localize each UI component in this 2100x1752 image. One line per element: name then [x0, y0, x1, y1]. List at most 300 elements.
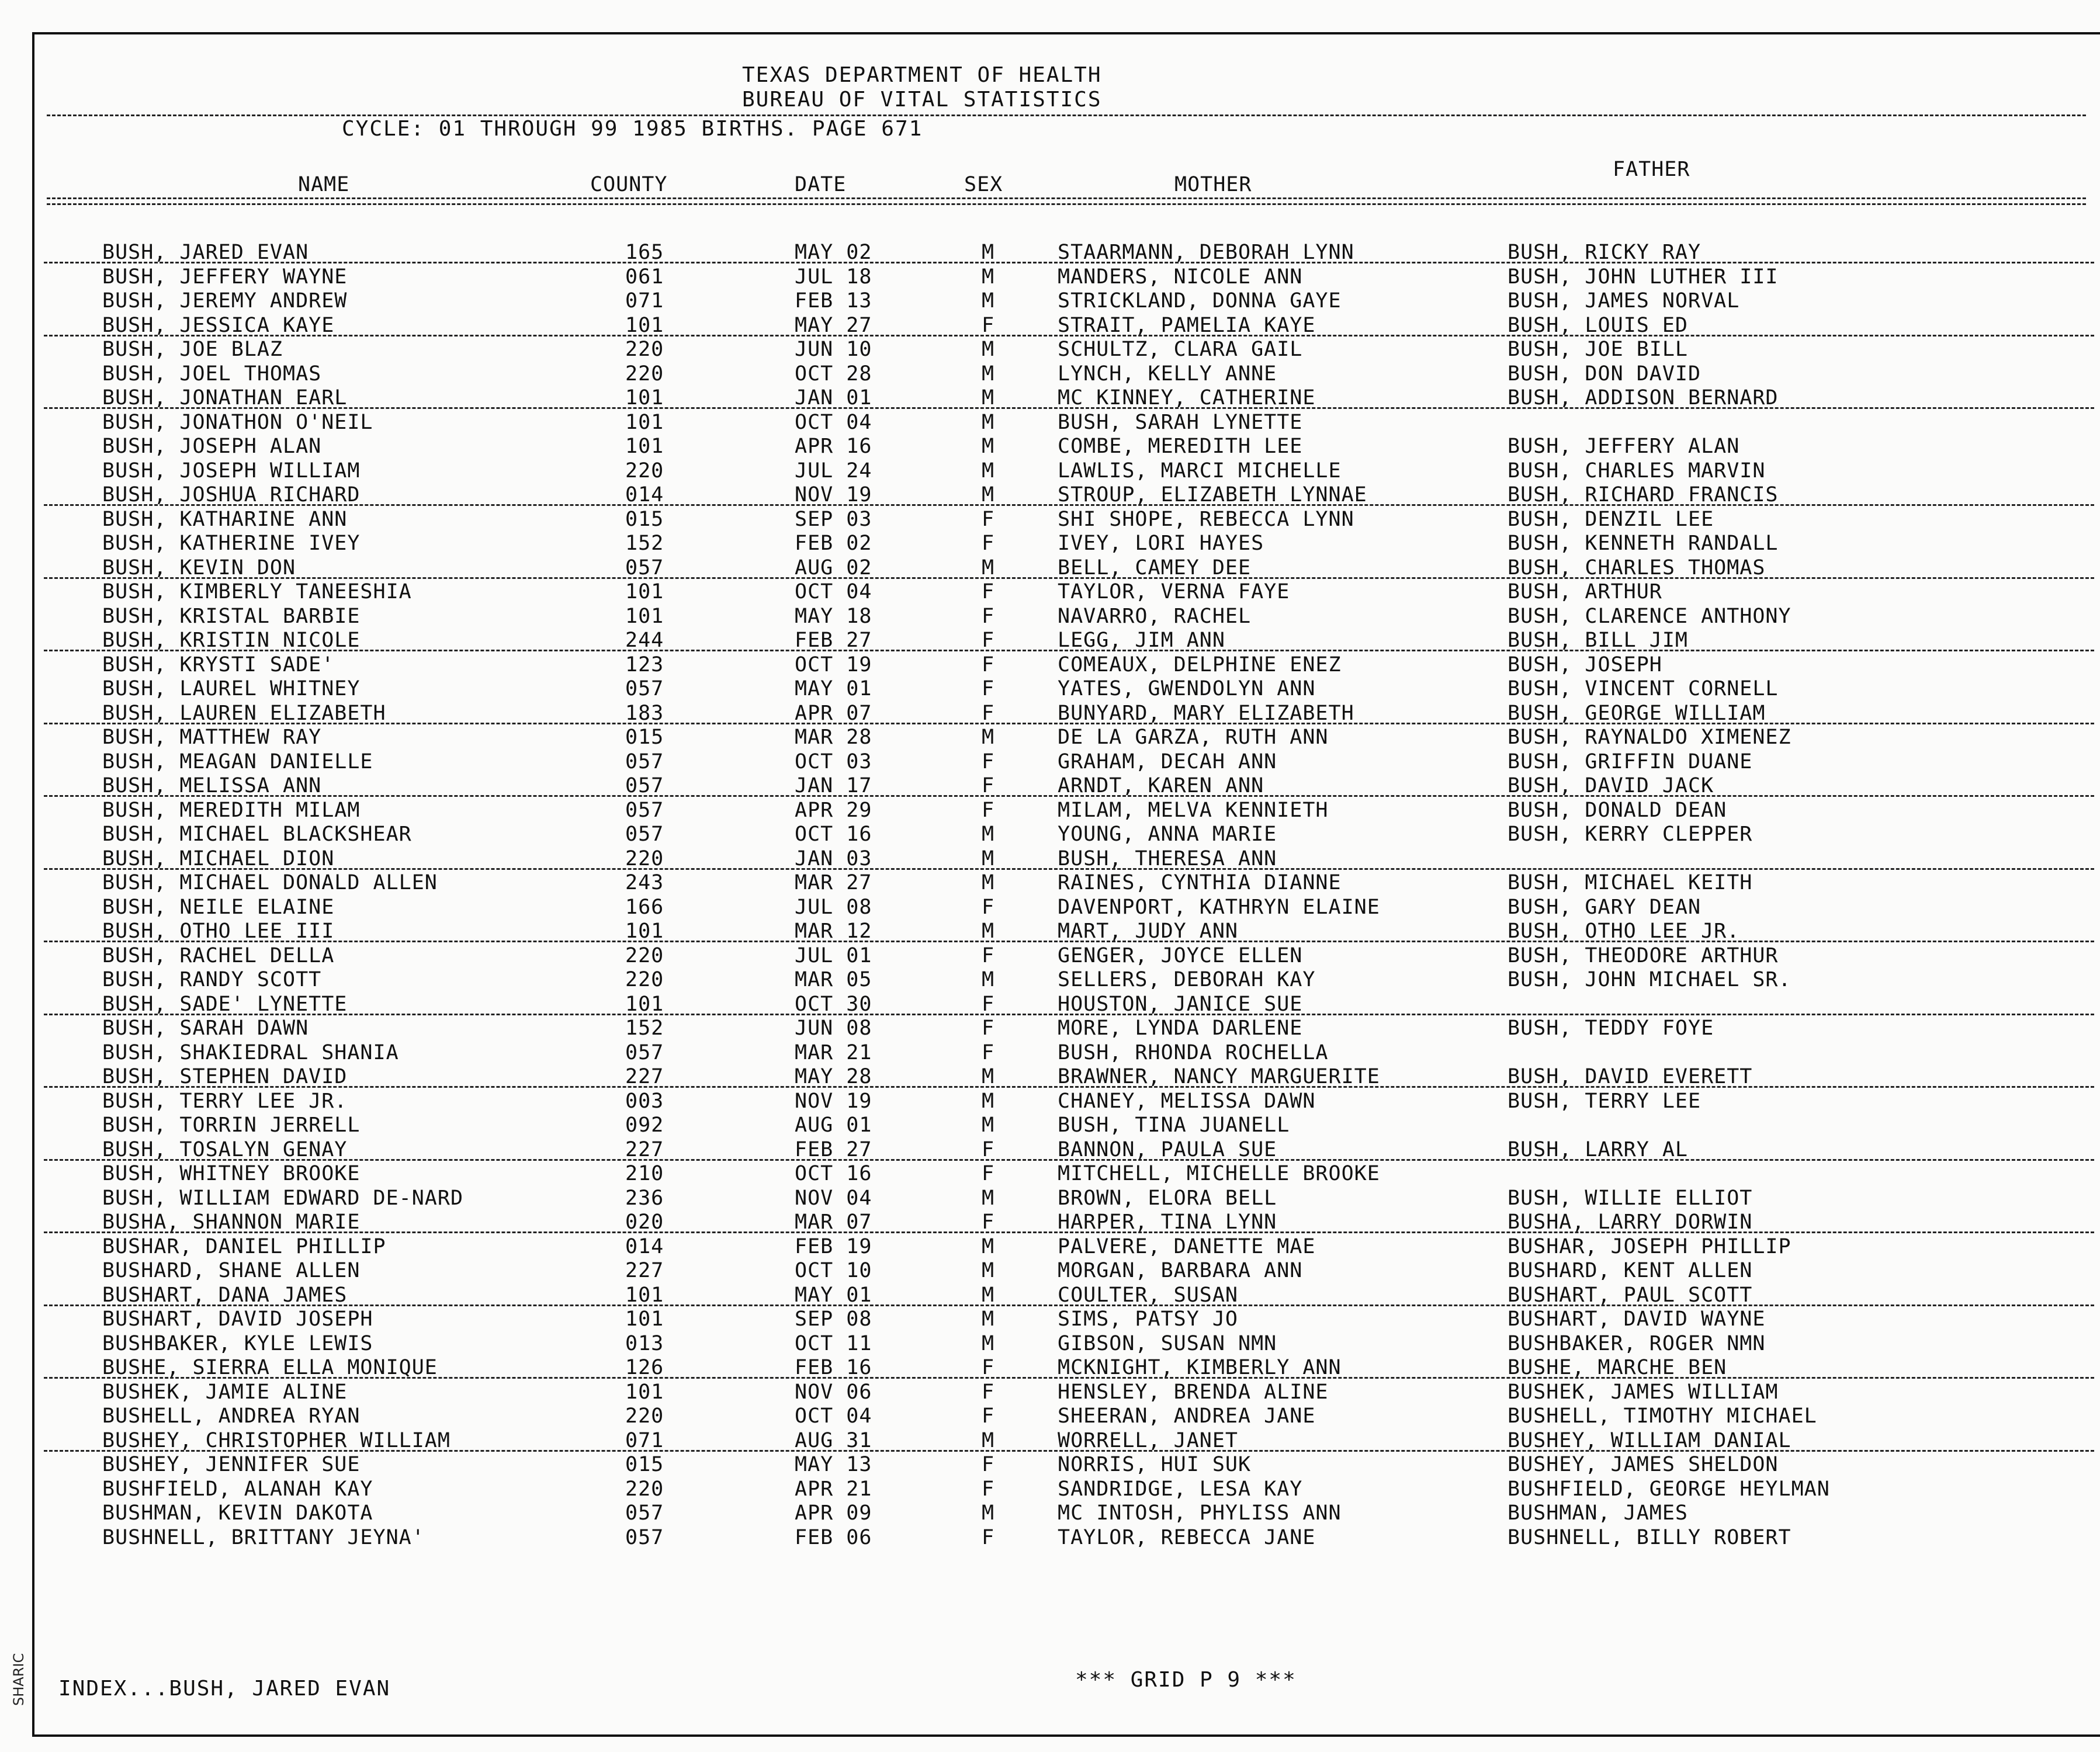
cell-mother: LYNCH, KELLY ANNE: [1058, 362, 1277, 386]
cell-sex: M: [982, 871, 995, 894]
cell-sex: F: [982, 532, 995, 555]
cell-date: JUL 01: [795, 943, 872, 967]
cell-county: 165: [625, 241, 664, 264]
cell-date: NOV 06: [795, 1380, 872, 1404]
table-row: [0, 1501, 2100, 1526]
table-row: [0, 435, 2100, 459]
cell-sex: M: [982, 846, 995, 870]
cell-mother: GRAHAM, DECAH ANN: [1058, 750, 1277, 773]
birth-records-table: [0, 241, 2100, 1550]
table-row: [0, 629, 2100, 653]
cell-father: BUSH, BILL JIM: [1508, 629, 1689, 652]
table-row: [0, 556, 2100, 581]
cell-name: BUSH, STEPHEN DAVID: [102, 1065, 348, 1088]
cell-date: OCT 19: [795, 653, 872, 676]
table-row: [0, 1307, 2100, 1332]
table-row: [0, 580, 2100, 605]
table-row: [0, 1380, 2100, 1405]
table-row: [0, 1210, 2100, 1235]
table-row: [0, 1016, 2100, 1041]
cell-county: 243: [625, 871, 664, 894]
table-row: [0, 1235, 2100, 1260]
cell-sex: M: [982, 968, 995, 991]
cell-name: BUSHEK, JAMIE ALINE: [102, 1380, 348, 1404]
cell-father: BUSH, VINCENT CORNELL: [1508, 677, 1779, 700]
cell-name: BUSH, KIMBERLY TANEESHIA: [102, 580, 412, 603]
cell-father: BUSHAR, JOSEPH PHILLIP: [1508, 1234, 1791, 1258]
cell-date: OCT 10: [795, 1259, 872, 1282]
cell-father: BUSHEY, JAMES SHELDON: [1508, 1453, 1779, 1476]
cell-date: OCT 11: [795, 1331, 872, 1355]
cell-mother: MC INTOSH, PHYLISS ANN: [1058, 1501, 1342, 1525]
cell-sex: F: [982, 1162, 995, 1185]
table-row: [0, 1429, 2100, 1453]
cell-date: OCT 04: [795, 580, 872, 603]
cell-father: BUSH, DAVID EVERETT: [1508, 1065, 1753, 1088]
cell-date: MAR 07: [795, 1210, 872, 1234]
cell-name: BUSH, MICHAEL DONALD ALLEN: [102, 871, 438, 894]
cell-name: BUSH, JOSEPH ALAN: [102, 435, 322, 458]
cell-sex: F: [982, 580, 995, 603]
cell-name: BUSH, MEAGAN DANIELLE: [102, 750, 373, 773]
cell-mother: COULTER, SUSAN: [1058, 1283, 1239, 1307]
cell-sex: M: [982, 1307, 995, 1331]
cell-date: MAY 01: [795, 1283, 872, 1307]
cell-county: 101: [625, 386, 664, 410]
table-row: [0, 702, 2100, 726]
cell-name: BUSH, SARAH DAWN: [102, 1016, 309, 1040]
cell-date: FEB 02: [795, 532, 872, 555]
cell-county: 152: [625, 1016, 664, 1040]
cell-mother: SCHULTZ, CLARA GAIL: [1058, 338, 1303, 361]
cell-date: MAR 28: [795, 726, 872, 749]
cell-mother: BRAWNER, NANCY MARGUERITE: [1058, 1065, 1380, 1088]
cell-sex: F: [982, 507, 995, 531]
cell-father: BUSH, JAMES NORVAL: [1508, 289, 1740, 313]
cell-name: BUSH, WILLIAM EDWARD DE-NARD: [102, 1186, 464, 1210]
cell-county: 071: [625, 289, 664, 313]
table-row: [0, 1259, 2100, 1283]
cell-date: MAY 28: [795, 1065, 872, 1088]
cell-date: MAY 13: [795, 1453, 872, 1476]
cell-mother: MANDERS, NICOLE ANN: [1058, 265, 1303, 289]
cell-father: BUSH, ADDISON BERNARD: [1508, 386, 1779, 410]
cell-county: 101: [625, 435, 664, 458]
table-row: [0, 362, 2100, 387]
cell-father: BUSH, CHARLES THOMAS: [1508, 556, 1766, 580]
cell-county: 220: [625, 1477, 664, 1501]
cell-county: 013: [625, 1331, 664, 1355]
table-row: [0, 265, 2100, 290]
cell-father: BUSH, CHARLES MARVIN: [1508, 459, 1766, 483]
cell-sex: M: [982, 920, 995, 943]
table-row: [0, 483, 2100, 508]
index-footer: INDEX...BUSH, JARED EVAN: [58, 1677, 391, 1701]
cell-sex: M: [982, 1234, 995, 1258]
cell-mother: MC KINNEY, CATHERINE: [1058, 386, 1316, 410]
cell-mother: PALVERE, DANETTE MAE: [1058, 1234, 1316, 1258]
cell-sex: M: [982, 726, 995, 749]
cell-father: BUSH, LARRY AL: [1508, 1137, 1689, 1161]
cell-mother: STAARMANN, DEBORAH LYNN: [1058, 241, 1354, 264]
cell-sex: F: [982, 1016, 995, 1040]
table-row: [0, 1477, 2100, 1502]
cell-sex: F: [982, 313, 995, 337]
cell-name: BUSH, MEREDITH MILAM: [102, 798, 361, 822]
table-row: [0, 896, 2100, 920]
cell-father: BUSH, JOSEPH: [1508, 653, 1662, 676]
cell-name: BUSHNELL, BRITTANY JEYNA': [102, 1525, 425, 1549]
cell-sex: F: [982, 750, 995, 773]
cell-name: BUSHELL, ANDREA RYAN: [102, 1404, 361, 1428]
table-row: [0, 1090, 2100, 1114]
cell-date: OCT 03: [795, 750, 872, 773]
table-row: [0, 1162, 2100, 1186]
cell-name: BUSH, KRISTAL BARBIE: [102, 604, 361, 628]
cell-county: 003: [625, 1089, 664, 1113]
cell-mother: STRICKLAND, DONNA GAYE: [1058, 289, 1342, 313]
cell-mother: STRAIT, PAMELIA KAYE: [1058, 313, 1316, 337]
cell-sex: M: [982, 1283, 995, 1307]
column-header-rule: [47, 197, 2086, 199]
cell-date: JUL 24: [795, 459, 872, 483]
grid-footer: *** GRID P 9 ***: [1075, 1668, 1297, 1692]
cell-county: 101: [625, 410, 664, 434]
cell-father: BUSH, DAVID JACK: [1508, 774, 1714, 797]
cell-sex: F: [982, 1040, 995, 1064]
cell-mother: LAWLIS, MARCI MICHELLE: [1058, 459, 1342, 483]
cell-father: BUSH, DON DAVID: [1508, 362, 1702, 386]
column-header-mother: MOTHER: [1174, 173, 1252, 196]
cell-sex: F: [982, 895, 995, 919]
cell-name: BUSH, LAUREL WHITNEY: [102, 677, 361, 700]
cell-sex: M: [982, 1501, 995, 1525]
cell-name: BUSH, TORRIN JERRELL: [102, 1113, 361, 1137]
cell-father: BUSH, KERRY CLEPPER: [1508, 823, 1753, 846]
cell-father: BUSH, MICHAEL KEITH: [1508, 871, 1753, 894]
cell-name: BUSH, JOSHUA RICHARD: [102, 483, 361, 506]
cell-sex: F: [982, 1137, 995, 1161]
cell-county: 220: [625, 968, 664, 991]
cell-name: BUSHA, SHANNON MARIE: [102, 1210, 361, 1234]
table-row: [0, 1404, 2100, 1429]
cell-name: BUSH, JONATHON O'NEIL: [102, 410, 373, 434]
cell-county: 020: [625, 1210, 664, 1234]
cell-name: BUSH, JONATHAN EARL: [102, 386, 348, 410]
cell-county: 220: [625, 338, 664, 361]
cell-sex: M: [982, 1259, 995, 1282]
cell-mother: RAINES, CYNTHIA DIANNE: [1058, 871, 1342, 894]
cell-sex: M: [982, 1113, 995, 1137]
cell-mother: MILAM, MELVA KENNIETH: [1058, 798, 1329, 822]
cell-father: BUSH, GRIFFIN DUANE: [1508, 750, 1753, 773]
table-row: [0, 508, 2100, 532]
cell-mother: STROUP, ELIZABETH LYNNAE: [1058, 483, 1367, 506]
cell-name: BUSHEY, CHRISTOPHER WILLIAM: [102, 1428, 451, 1452]
table-row: [0, 847, 2100, 872]
cell-mother: BUSH, THERESA ANN: [1058, 846, 1277, 870]
cell-date: FEB 27: [795, 1137, 872, 1161]
column-header-date: DATE: [795, 173, 847, 196]
table-row: [0, 1526, 2100, 1550]
cell-name: BUSH, MATTHEW RAY: [102, 726, 322, 749]
cell-sex: M: [982, 289, 995, 313]
cell-date: OCT 30: [795, 992, 872, 1016]
cell-county: 057: [625, 774, 664, 797]
table-row: [0, 532, 2100, 556]
cell-date: APR 21: [795, 1477, 872, 1501]
table-row: [0, 677, 2100, 702]
cell-name: BUSH, KRYSTI SADE': [102, 653, 335, 676]
cell-name: BUSH, JOEL THOMAS: [102, 362, 322, 386]
cell-father: BUSHARD, KENT ALLEN: [1508, 1259, 1753, 1282]
table-row: [0, 726, 2100, 750]
cell-father: BUSH, ARTHUR: [1508, 580, 1662, 603]
cell-sex: M: [982, 241, 995, 264]
cell-name: BUSH, LAUREN ELIZABETH: [102, 701, 386, 725]
cell-sex: M: [982, 265, 995, 289]
cell-father: BUSHBAKER, ROGER NMN: [1508, 1331, 1766, 1355]
cell-mother: SHI SHOPE, REBECCA LYNN: [1058, 507, 1354, 531]
cell-name: BUSH, MICHAEL DION: [102, 846, 335, 870]
cell-date: MAY 27: [795, 313, 872, 337]
cell-mother: HARPER, TINA LYNN: [1058, 1210, 1277, 1234]
table-row: [0, 1065, 2100, 1090]
table-row: [0, 774, 2100, 799]
cell-father: BUSHART, PAUL SCOTT: [1508, 1283, 1753, 1307]
cell-father: BUSH, RICKY RAY: [1508, 241, 1702, 264]
side-label: SHARIC: [11, 1653, 27, 1706]
column-header-name: NAME: [298, 173, 350, 196]
cell-county: 015: [625, 726, 664, 749]
cell-mother: IVEY, LORI HAYES: [1058, 532, 1264, 555]
cell-date: OCT 16: [795, 823, 872, 846]
cell-name: BUSH, JEREMY ANDREW: [102, 289, 348, 313]
cell-father: BUSH, DONALD DEAN: [1508, 798, 1727, 822]
table-row: [0, 823, 2100, 847]
cell-mother: BELL, CAMEY DEE: [1058, 556, 1252, 580]
cell-date: FEB 13: [795, 289, 872, 313]
cell-name: BUSH, TOSALYN GENAY: [102, 1137, 348, 1161]
cell-sex: M: [982, 1331, 995, 1355]
cell-mother: BUSH, SARAH LYNETTE: [1058, 410, 1303, 434]
table-row: [0, 386, 2100, 411]
cell-county: 236: [625, 1186, 664, 1210]
cell-date: JAN 17: [795, 774, 872, 797]
cell-county: 101: [625, 313, 664, 337]
cell-sex: F: [982, 1210, 995, 1234]
header-rule-1: [47, 115, 2086, 116]
cell-date: FEB 27: [795, 629, 872, 652]
cell-mother: YATES, GWENDOLYN ANN: [1058, 677, 1316, 700]
cell-sex: M: [982, 1428, 995, 1452]
cell-sex: M: [982, 556, 995, 580]
cell-mother: DAVENPORT, KATHRYN ELAINE: [1058, 895, 1380, 919]
cell-name: BUSHMAN, KEVIN DAKOTA: [102, 1501, 373, 1525]
cell-county: 092: [625, 1113, 664, 1137]
cell-mother: MORE, LYNDA DARLENE: [1058, 1016, 1303, 1040]
cell-date: APR 29: [795, 798, 872, 822]
cell-sex: F: [982, 992, 995, 1016]
cell-county: 101: [625, 580, 664, 603]
cell-father: BUSH, JOHN LUTHER III: [1508, 265, 1779, 289]
cell-county: 101: [625, 1307, 664, 1331]
cell-mother: GENGER, JOYCE ELLEN: [1058, 943, 1303, 967]
cell-county: 061: [625, 265, 664, 289]
table-row: [0, 871, 2100, 896]
cell-county: 014: [625, 1234, 664, 1258]
cell-mother: HENSLEY, BRENDA ALINE: [1058, 1380, 1329, 1404]
cell-sex: F: [982, 774, 995, 797]
cell-date: JUN 10: [795, 338, 872, 361]
cell-sex: M: [982, 362, 995, 386]
cell-county: 220: [625, 943, 664, 967]
cell-name: BUSHFIELD, ALANAH KAY: [102, 1477, 373, 1501]
cell-county: 057: [625, 1501, 664, 1525]
cell-sex: F: [982, 677, 995, 700]
cell-sex: F: [982, 629, 995, 652]
table-row: [0, 289, 2100, 314]
report-subtitle: BUREAU OF VITAL STATISTICS: [742, 88, 1102, 112]
cell-date: AUG 01: [795, 1113, 872, 1137]
cell-mother: NORRIS, HUI SUK: [1058, 1453, 1252, 1476]
cell-county: 057: [625, 798, 664, 822]
cell-date: APR 16: [795, 435, 872, 458]
cell-father: BUSH, OTHO LEE JR.: [1508, 920, 1740, 943]
cell-name: BUSH, KATHERINE IVEY: [102, 532, 361, 555]
cell-mother: CHANEY, MELISSA DAWN: [1058, 1089, 1316, 1113]
cell-name: BUSH, NEILE ELAINE: [102, 895, 335, 919]
cell-name: BUSH, RANDY SCOTT: [102, 968, 322, 991]
cell-name: BUSHAR, DANIEL PHILLIP: [102, 1234, 386, 1258]
cell-county: 166: [625, 895, 664, 919]
cell-date: JUL 08: [795, 895, 872, 919]
cell-county: 057: [625, 1525, 664, 1549]
cell-name: BUSHART, DAVID JOSEPH: [102, 1307, 373, 1331]
cell-county: 152: [625, 532, 664, 555]
cell-date: MAR 12: [795, 920, 872, 943]
cell-father: BUSHNELL, BILLY ROBERT: [1508, 1525, 1791, 1549]
cell-date: FEB 16: [795, 1356, 872, 1379]
table-row: [0, 605, 2100, 629]
cell-father: BUSH, TEDDY FOYE: [1508, 1016, 1714, 1040]
cell-father: BUSHMAN, JAMES: [1508, 1501, 1689, 1525]
table-row: [0, 920, 2100, 944]
cell-name: BUSH, WHITNEY BROOKE: [102, 1162, 361, 1185]
cell-mother: MART, JUDY ANN: [1058, 920, 1239, 943]
cell-father: BUSHEY, WILLIAM DANIAL: [1508, 1428, 1791, 1452]
cell-county: 220: [625, 846, 664, 870]
cell-county: 057: [625, 750, 664, 773]
cell-name: BUSHBAKER, KYLE LEWIS: [102, 1331, 373, 1355]
cell-father: BUSH, KENNETH RANDALL: [1508, 532, 1779, 555]
cell-county: 101: [625, 920, 664, 943]
cell-county: 227: [625, 1065, 664, 1088]
cell-name: BUSH, OTHO LEE III: [102, 920, 335, 943]
table-row: [0, 944, 2100, 969]
cell-mother: COMBE, MEREDITH LEE: [1058, 435, 1303, 458]
table-row: [0, 1283, 2100, 1308]
cell-date: MAY 18: [795, 604, 872, 628]
cell-mother: COMEAUX, DELPHINE ENEZ: [1058, 653, 1342, 676]
cell-mother: MORGAN, BARBARA ANN: [1058, 1259, 1303, 1282]
cell-mother: BUSH, RHONDA ROCHELLA: [1058, 1040, 1329, 1064]
cell-father: BUSHE, MARCHE BEN: [1508, 1356, 1727, 1379]
cell-name: BUSH, JARED EVAN: [102, 241, 309, 264]
cell-sex: M: [982, 386, 995, 410]
table-row: [0, 799, 2100, 823]
cell-father: BUSH, WILLIE ELLIOT: [1508, 1186, 1753, 1210]
table-row: [0, 1186, 2100, 1211]
cell-name: BUSHE, SIERRA ELLA MONIQUE: [102, 1356, 438, 1379]
report-cycle: CYCLE: 01 THROUGH 99 1985 BIRTHS. PAGE 671: [342, 117, 923, 141]
cell-mother: HOUSTON, JANICE SUE: [1058, 992, 1303, 1016]
table-row: [0, 241, 2100, 265]
cell-name: BUSHARD, SHANE ALLEN: [102, 1259, 361, 1282]
cell-sex: F: [982, 1404, 995, 1428]
cell-date: NOV 19: [795, 1089, 872, 1113]
cell-date: FEB 19: [795, 1234, 872, 1258]
cell-father: BUSHEK, JAMES WILLIAM: [1508, 1380, 1779, 1404]
cell-county: 244: [625, 629, 664, 652]
column-header-sex: SEX: [964, 173, 1003, 196]
table-row: [0, 653, 2100, 678]
cell-father: BUSH, JEFFERY ALAN: [1508, 435, 1740, 458]
cell-name: BUSH, KRISTIN NICOLE: [102, 629, 361, 652]
cell-date: MAR 27: [795, 871, 872, 894]
cell-sex: M: [982, 338, 995, 361]
cell-county: 210: [625, 1162, 664, 1185]
cell-father: BUSH, JOE BILL: [1508, 338, 1689, 361]
cell-father: BUSH, GARY DEAN: [1508, 895, 1702, 919]
cell-name: BUSH, JOSEPH WILLIAM: [102, 459, 361, 483]
cell-county: 227: [625, 1259, 664, 1282]
cell-county: 071: [625, 1428, 664, 1452]
cell-county: 123: [625, 653, 664, 676]
cell-sex: F: [982, 701, 995, 725]
cell-father: BUSHA, LARRY DORWIN: [1508, 1210, 1753, 1234]
cell-mother: SIMS, PATSY JO: [1058, 1307, 1239, 1331]
cell-mother: DE LA GARZA, RUTH ANN: [1058, 726, 1329, 749]
cell-name: BUSHART, DANA JAMES: [102, 1283, 348, 1307]
cell-father: BUSH, RICHARD FRANCIS: [1508, 483, 1779, 506]
table-row: [0, 338, 2100, 362]
cell-sex: M: [982, 459, 995, 483]
cell-name: BUSH, JESSICA KAYE: [102, 313, 335, 337]
cell-mother: TAYLOR, REBECCA JANE: [1058, 1525, 1316, 1549]
cell-date: MAR 05: [795, 968, 872, 991]
cell-date: JUN 08: [795, 1016, 872, 1040]
cell-name: BUSH, MELISSA ANN: [102, 774, 322, 797]
cell-name: BUSH, SADE' LYNETTE: [102, 992, 348, 1016]
table-row: [0, 993, 2100, 1017]
cell-sex: F: [982, 1525, 995, 1549]
cell-name: BUSH, JEFFERY WAYNE: [102, 265, 348, 289]
cell-county: 101: [625, 1380, 664, 1404]
cell-county: 014: [625, 483, 664, 506]
cell-sex: F: [982, 1453, 995, 1476]
cell-name: BUSH, KATHARINE ANN: [102, 507, 348, 531]
cell-father: BUSH, CLARENCE ANTHONY: [1508, 604, 1791, 628]
cell-date: AUG 02: [795, 556, 872, 580]
cell-date: SEP 03: [795, 507, 872, 531]
table-row: [0, 411, 2100, 435]
cell-sex: F: [982, 1356, 995, 1379]
cell-name: BUSH, KEVIN DON: [102, 556, 296, 580]
table-row: [0, 1041, 2100, 1066]
cell-sex: F: [982, 798, 995, 822]
cell-date: NOV 04: [795, 1186, 872, 1210]
